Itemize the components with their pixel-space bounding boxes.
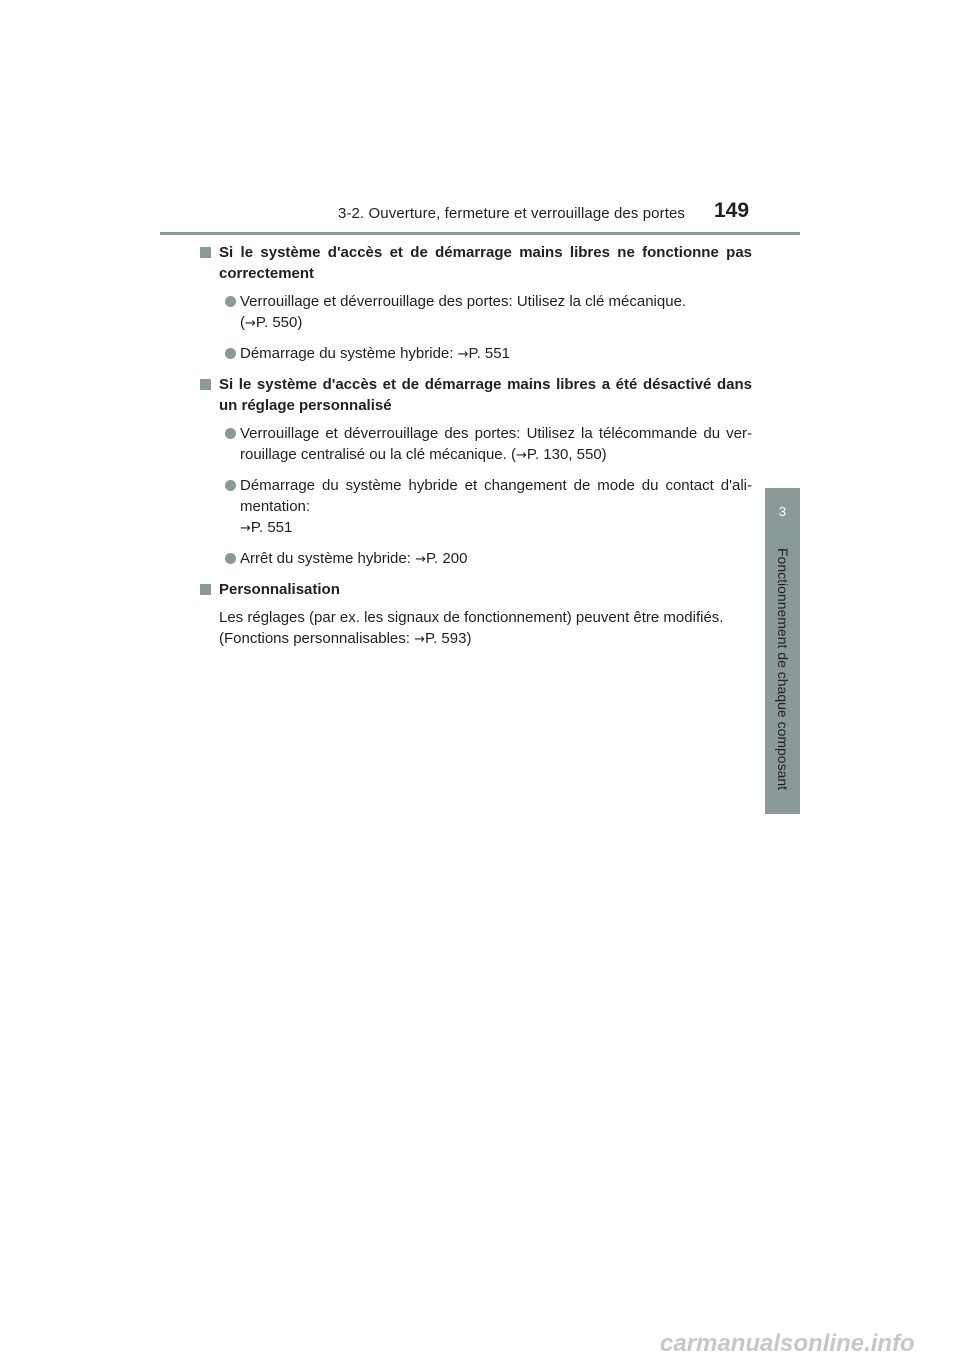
section-heading: Si le système d'accès et de démarrage mains libres a été désactivé dans un réglage personnalisé — [219, 376, 752, 414]
arrow-icon: → — [457, 347, 469, 362]
page-reference: P. 551 — [250, 519, 293, 536]
circle-bullet-icon — [225, 553, 236, 564]
section-hands-free-disabled — [200, 374, 752, 570]
list-item-line: Arrêt du système hybride: — [240, 550, 416, 567]
list-item-text — [240, 291, 752, 334]
section-title: 3-2. Ouverture, fermeture et verrouillage des portes — [338, 205, 686, 222]
section-heading-row — [200, 579, 752, 600]
list-item-text — [240, 343, 752, 365]
page-reference: P. 551 — [468, 345, 510, 362]
chapter-tab — [765, 488, 800, 814]
list-item — [200, 423, 752, 466]
arrow-icon: → — [240, 521, 251, 536]
list-item-text — [240, 423, 752, 466]
page-reference: P. 593) — [425, 630, 472, 647]
paragraph — [200, 607, 752, 650]
arrow-icon: → — [414, 632, 426, 647]
arrow-icon: → — [415, 552, 426, 567]
page-number: 149 — [714, 199, 750, 222]
header-rule — [160, 232, 800, 235]
section-hands-free-malfunction — [200, 242, 752, 365]
chapter-number: 3 — [778, 504, 787, 519]
list-item-text — [240, 548, 752, 570]
circle-bullet-icon — [225, 428, 236, 439]
chapter-label: Fonctionnement de chaque composant — [775, 548, 791, 791]
section-heading: Si le système d'accès et de démarrage mains libres ne fonctionne pas correctement — [219, 244, 752, 282]
square-bullet-icon — [200, 379, 211, 390]
paragraph-line: (Fonctions personnalisables: — [219, 630, 415, 647]
content — [200, 242, 752, 659]
watermark: carmanualsonline.info — [660, 1330, 915, 1357]
page-reference: P. 550) — [255, 314, 303, 331]
page-reference: P. 130, 550) — [526, 446, 607, 463]
list-item-text — [240, 475, 752, 539]
list-item — [200, 343, 752, 365]
page-reference: P. 200 — [425, 550, 468, 567]
section-heading-row — [200, 374, 752, 416]
section-heading-row — [200, 242, 752, 284]
circle-bullet-icon — [225, 296, 236, 307]
paragraph-line: Les réglages (par ex. les signaux de fonctionnement) peuvent être modifiés. — [219, 609, 724, 626]
list-item-line: Démarrage du système hybride et changement de mode du contact d'ali-mentation: — [240, 477, 752, 515]
section-heading: Personnalisation — [219, 581, 340, 598]
section-customization — [200, 579, 752, 650]
square-bullet-icon — [200, 247, 211, 258]
list-item — [200, 291, 752, 334]
paren-open: ( — [240, 314, 245, 331]
arrow-icon: → — [245, 316, 256, 331]
arrow-icon: → — [515, 448, 527, 463]
list-item-line: Verrouillage et déverrouillage des portes: Utilisez la clé mécanique. — [240, 293, 687, 310]
circle-bullet-icon — [225, 480, 236, 491]
list-item — [200, 475, 752, 539]
list-item-line: Verrouillage et déverrouillage des portes: Utilisez la télécommande du ver-rouillage centralisé ou la clé mécanique. ( — [240, 425, 752, 463]
list-item-line: Démarrage du système hybride: — [240, 345, 458, 362]
square-bullet-icon — [200, 584, 211, 595]
circle-bullet-icon — [225, 348, 236, 359]
list-item — [200, 548, 752, 570]
